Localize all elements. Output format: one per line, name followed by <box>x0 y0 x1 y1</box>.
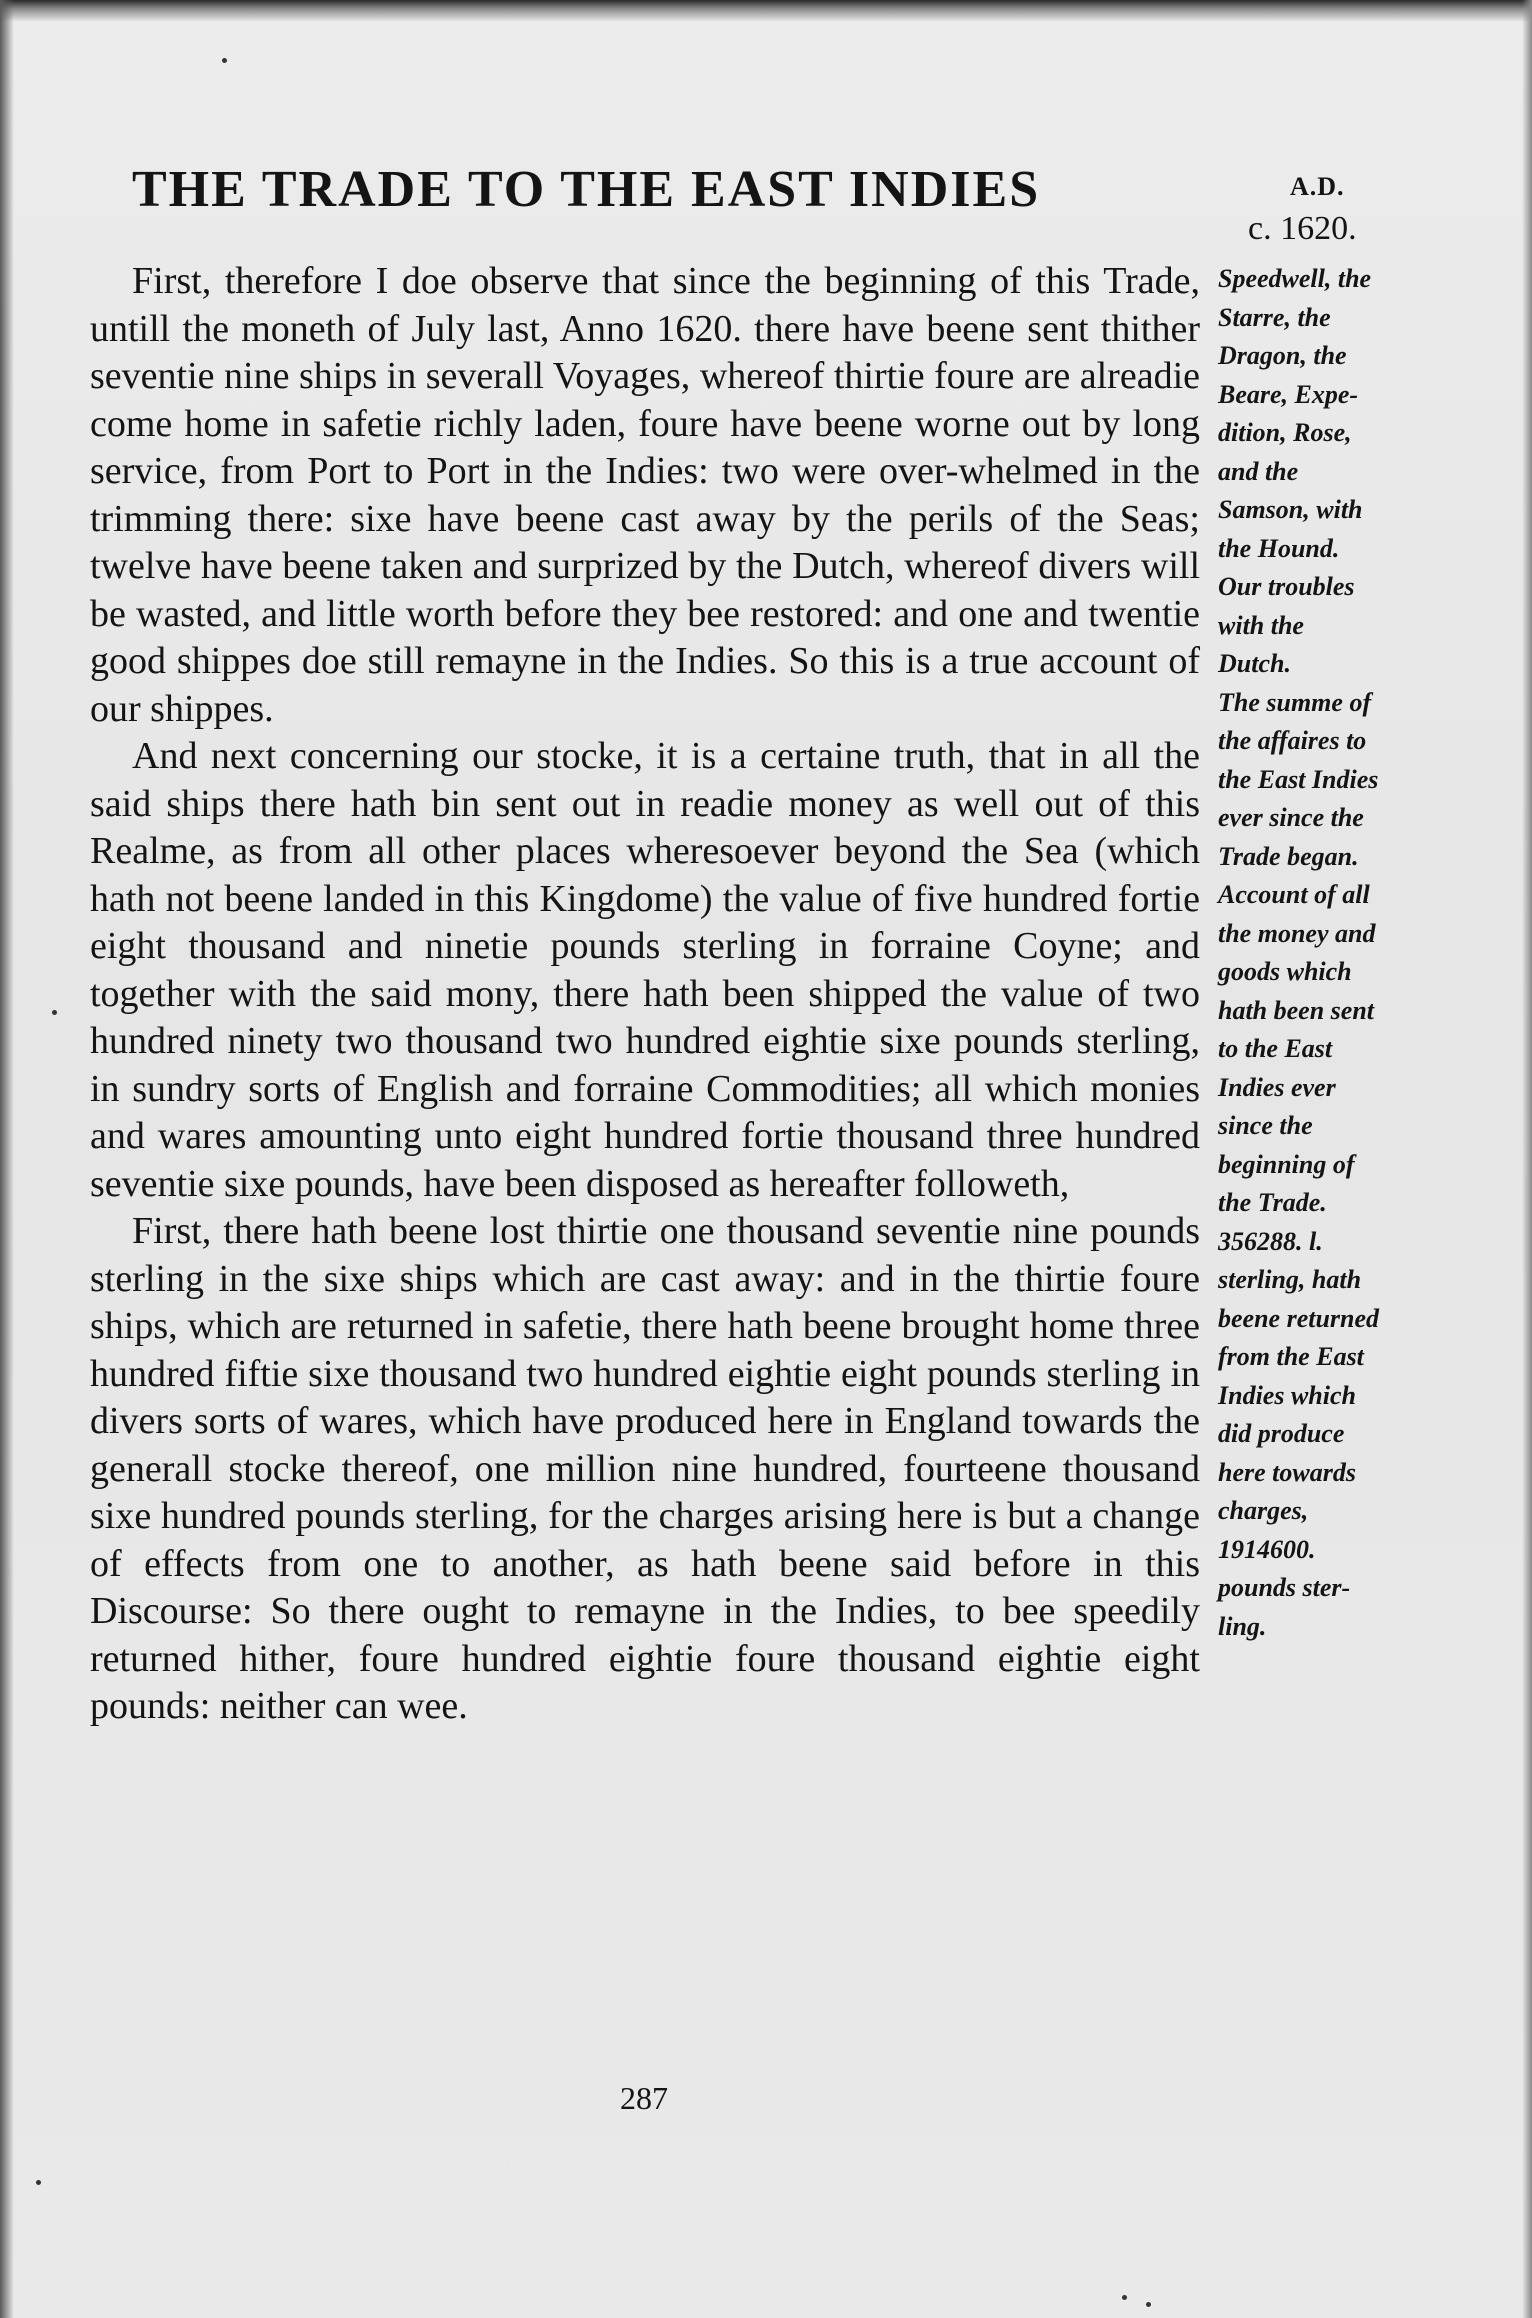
era-label: A.D. <box>1290 172 1345 201</box>
dust-speck <box>36 2180 41 2185</box>
paragraph: First, therefore I doe observe that since the beginning of this Trade, untill the moneth of July last, Anno 1620. there have beene sent thither seventie nine ships in severall Voyages, whereof thirtie foure are alreadie come home in safetie richly laden, foure have beene worne out by long service, from Port to Port in the Indies: two were over-whelmed in the trimming there: sixe have beene cast away by the perils of the Seas; twelve have beene taken and surprized by the Dutch, whereof divers will be wasted, and little worth before they bee restored: and one and twentie good shippes doe still remayne in the Indies. So this is a true account of our shippes. <box>90 260 1200 730</box>
dust-speck <box>222 58 227 63</box>
paragraph: And next concerning our stocke, it is a certaine truth, that in all the said ships there hath bin sent out in readie money as well out of this Realme, as from all other places wheresoever beyond the Sea (which hath not beene landed in this Kingdome) the value of five hundred fortie eight thousand and ninetie pounds sterling in forraine Coyne; and together with the said mony, there hath been shipped the value of two hundred ninety two thousand two hundred eightie sixe pounds sterling, in sundry sorts of English and forraine Commodities; all which monies and wares amounting unto eight hundred fortie thousand three hundred seventie sixe pounds, have been disposed as hereafter followeth, <box>90 735 1200 1205</box>
sidenote: Account of all the money and goods which hath been sent to the East Indies ever since the beginning of the Trade. <box>1218 880 1376 1217</box>
scan-left-edge <box>0 0 14 2318</box>
sidenote: Our troubles with the Dutch. <box>1218 572 1355 678</box>
dust-speck <box>1122 2295 1127 2300</box>
sidenote: 356288. l. sterling, hath beene returned from the East Indies which did produce here towards charges, 1914600. pounds ster- ling. <box>1218 1226 1380 1641</box>
scan-top-edge <box>0 0 1532 22</box>
dust-speck <box>1146 2302 1151 2307</box>
date-label: c. 1620. <box>1248 210 1357 247</box>
scan-right-edge <box>1522 0 1532 2318</box>
paragraph: First, there hath beene lost thirtie one thousand seventie nine pounds sterling in the sixe ships which are cast away: and in the thirtie foure ships, which are returned in safetie, there hath beene brought home three hundred fiftie sixe thousand two hundred eightie eight pounds sterling in divers sorts of wares, which have produced here in England towards the generall stocke thereof, one million nine hundred, fourteene thousand sixe hundred pounds sterling, for the charges arising here is but a change of effects from one to another, as hath beene said before in this Discourse: So there ought to remayne in the Indies, to bee speedily returned hither, foure hundred eightie foure thousand eightie eight pounds: neither can wee. <box>90 1210 1200 1727</box>
page-title: THE TRADE TO THE EAST INDIES <box>132 161 1041 218</box>
sidenote: Speedwell, the Starre, the Dragon, the Beare, Expe- dition, Rose, and the Samson, with the Hound. <box>1218 264 1372 563</box>
page-number: 287 <box>620 2080 668 2116</box>
margin-notes <box>1218 260 1424 1646</box>
sidenote: The summe of the affaires to the East Indies ever since the Trade began. <box>1218 687 1379 871</box>
dust-speck <box>52 1010 57 1015</box>
main-text <box>90 258 1200 1731</box>
